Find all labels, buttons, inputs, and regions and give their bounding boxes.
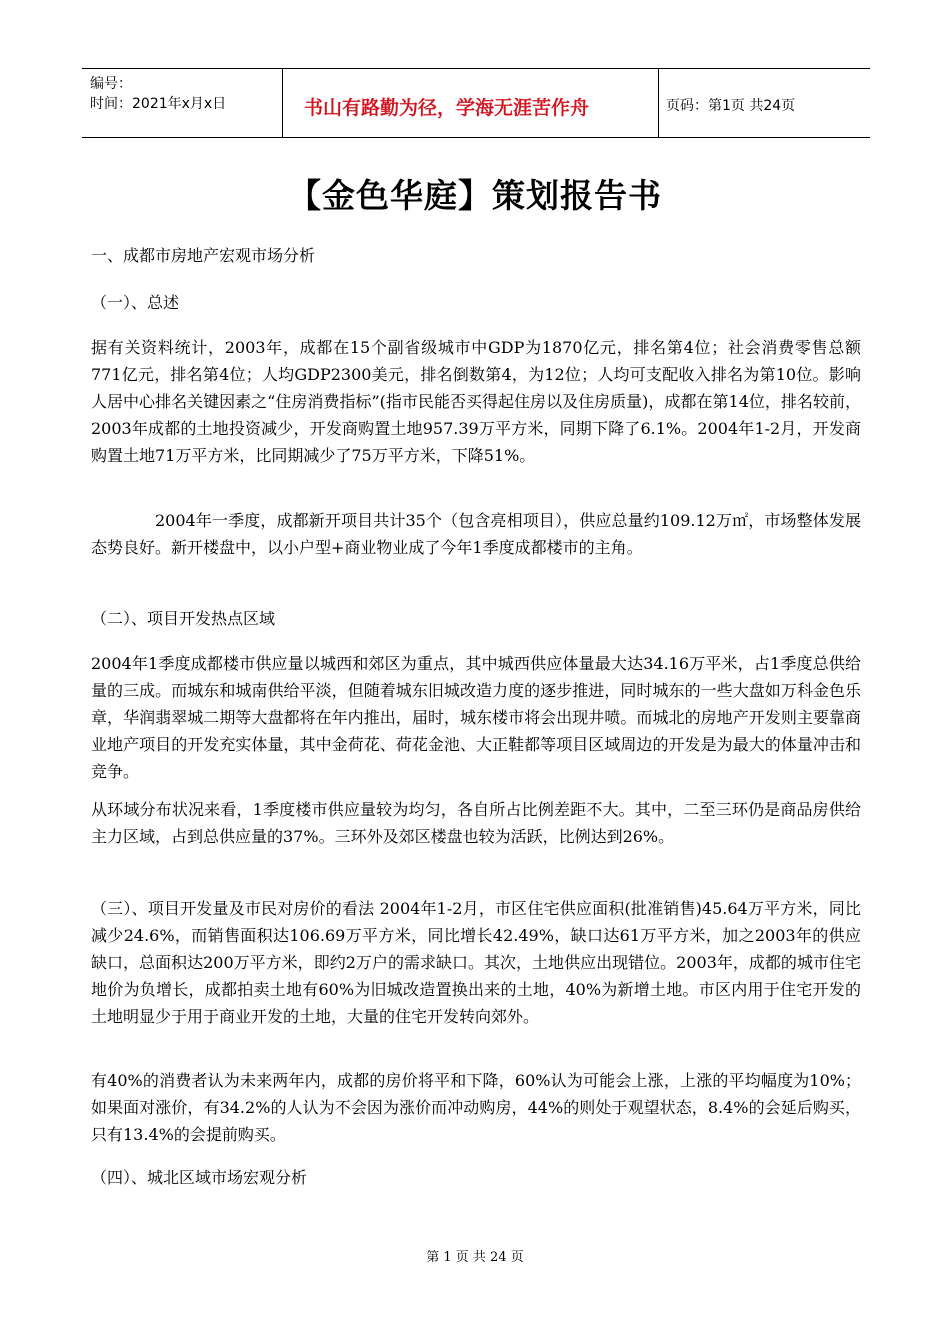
page-footer: 第 1 页 共 24 页 (426, 1250, 524, 1265)
paragraph-development-volume: （三）、项目开发量及市民对房价的看法 2004年1-2月，市区住宅供应面积(批准销售)45.64万平方米，同比减少24.6%，而销售面积达106.69万平方米，同比增长42.49%，缺口达61万平方米，加之2003年的供应缺口，总面积达200万平方米，即约2万户的需求缺口。其次，土地供应出现错位。2003年，成都的城市住宅地价为负增长，成都拍卖土地有60%为旧城改造置换出来的土地，40%为新增土地。市区内用于住宅开发的土地明显少于用于商业开发的土地，大量的住宅开发转向郊外。 (91, 899, 861, 1026)
document-title: 【金色华庭】策划报告书 (288, 176, 662, 215)
section-heading-1: 一、成都市房地产宏观市场分析 (91, 246, 316, 265)
header-motto-cell (282, 69, 659, 137)
paragraph-ring-distribution: 从环域分布状况来看，1季度楼市供应量较为均匀，各自所占比例差距不大。其中，二至三环仍是商品房供给主力区域，占到总供应量的37%。三环外及郊区楼盘也较为活跃，比例达到26%。 (91, 800, 861, 846)
motto-text: 书山有路勤为径，学海无涯苦作舟 (304, 97, 590, 119)
subsection-heading-north: （四）、城北区域市场宏观分析 (91, 1168, 308, 1187)
page-header (82, 68, 870, 138)
header-meta-cell (82, 69, 283, 137)
paragraph-hotspots: 2004年1季度成都楼市供应量以城西和郊区为重点，其中城西供应体量最大达34.16万平米，占1季度总供给量的三成。而城东和城南供给平淡，但随着城东旧城改造力度的逐步推进，同时城东的一些大盘如万科金色乐章，华润翡翠城二期等大盘都将在年内推出，届时，城东楼市将会出现井喷。而城北的房地产开发则主要靠商业地产项目的开发充实体量，其中金荷花、荷花金池、大正鞋都等项目区域周边的开发是为最大的体量冲击和竞争。 (91, 654, 861, 781)
number-label: 编号： (90, 76, 132, 92)
subsection-heading-hotspots: （二）、项目开发热点区域 (91, 609, 276, 628)
time-label: 时间：2021年x月x日 (90, 96, 227, 112)
paragraph-q1-supply: 2004年一季度，成都新开项目共计35个（包含亮相项目），供应总量约109.12万㎡，市场整体发展态势良好。新开楼盘中，以小户型+商业物业成了今年1季度成都楼市的主角。 (91, 511, 861, 557)
paragraph-consumer-views: 有40%的消费者认为未来两年内，成都的房价将平和下降，60%认为可能会上涨，上涨的平均幅度为10%；如果面对涨价，有34.2%的人认为不会因为涨价而冲动购房，44%的则处于观望状态，8.4%的会延后购买，只有13.4%的会提前购买。 (91, 1071, 861, 1144)
subsection-heading-overview: （一）、总述 (91, 293, 180, 312)
header-page-cell (658, 69, 870, 137)
paragraph-overview: 据有关资料统计，2003年，成都在15个副省级城市中GDP为1870亿元，排名第4位；社会消费零售总额771亿元，排名第4位；人均GDP2300美元，排名倒数第4，为12位；人均可支配收入排名为第10位。影响人居中心排名关键因素之“住房消费指标”(指市民能否买得起住房以及住房质量)，成都在第14位，排名较前， 2003年成都的土地投资减少，开发商购置土地957.39万平方米，同期下降了6.1%。2004年1-2月，开发商购置土地71万平方米，比同期减少了75万平方米，下降51%。 (91, 338, 861, 465)
page-info: 页码：第1页 共24页 (666, 98, 796, 114)
